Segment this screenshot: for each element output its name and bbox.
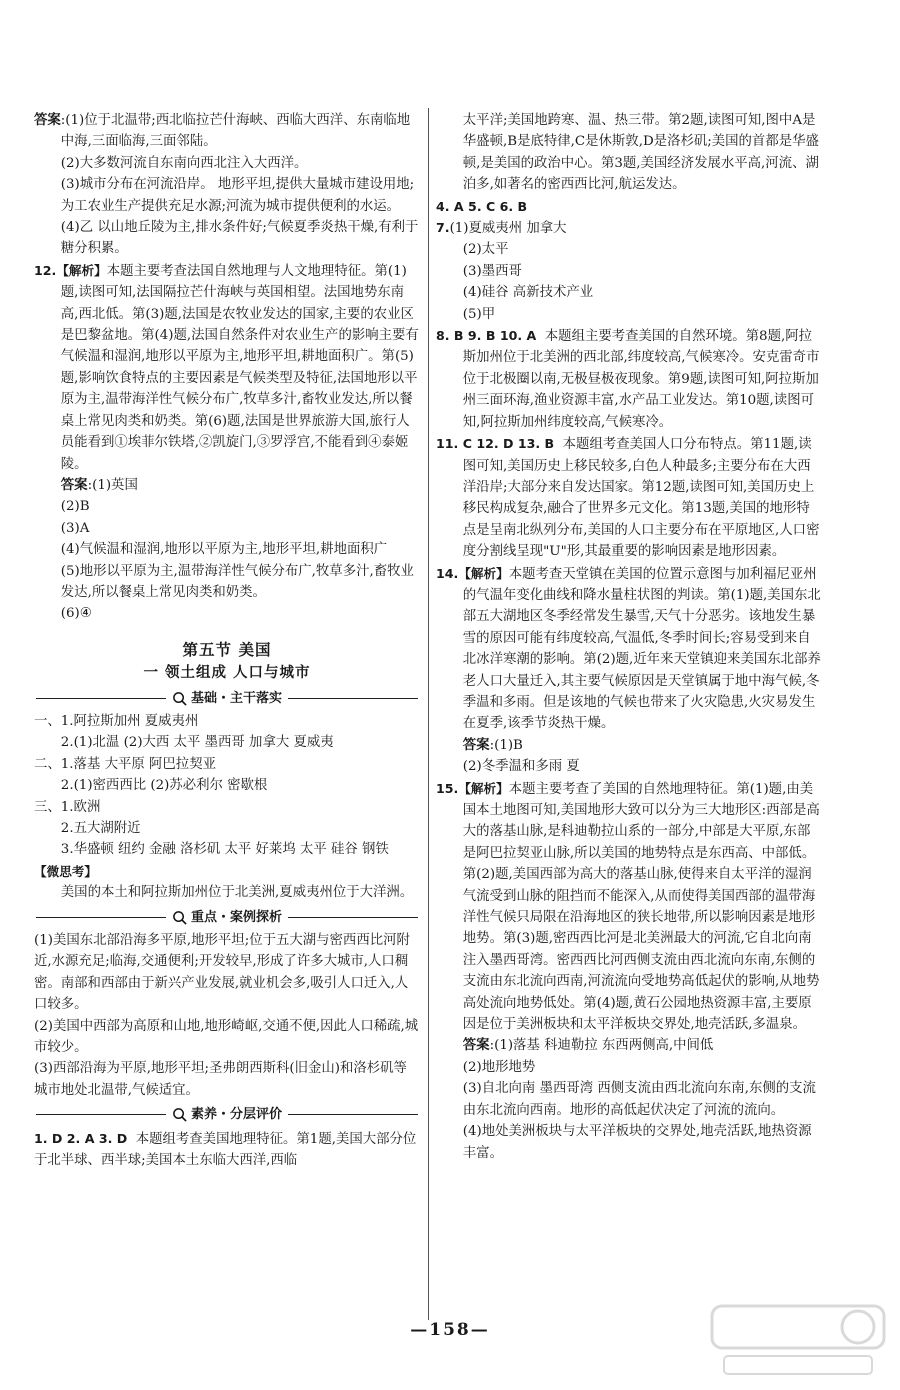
q12-answer-1: 答案:(1)英国 — [60, 476, 138, 493]
subsection-title: 一 领土组成 人口与城市 — [143, 664, 311, 682]
q12-answer-6: (6)④ — [60, 606, 92, 622]
bar-line-left — [36, 1114, 166, 1115]
q7-answer-5: (5)甲 — [462, 306, 496, 322]
section-bar-basics: 基础・主干落实 — [34, 688, 420, 709]
q11-answer-line2: (2)大多数河流自东南向西北注入大西洋。 — [60, 155, 308, 171]
q11-13-analysis: 11. C 12. D 13. B 本题组考查美国人口分布特点。第11题,读图可知,美国历史上移民较多,白色人种最多;主要分布在大西洋沿岸;大部分来自发达国家。第12题,读图可知,美国历史上移民构成复杂,融合了世界多元文化。第13题,美国的地形特点是呈南北纵列分布,美国的人口主要分布在平原地区,人口密度分割线呈现"U"形,其最重要的影响因素是地形因素。 — [436, 436, 820, 560]
case-paragraph-2: (2)美国中西部为高原和山地,地形崎岖,交通不便,因此人口稀疏,城市较少。 — [34, 1018, 419, 1056]
q12-answer-2: (2)B — [60, 499, 90, 515]
bar-line-left — [36, 698, 166, 699]
section-bar-cases: 重点・案例探析 — [34, 907, 420, 928]
q15-answer-2: (2)地形地势 — [462, 1059, 536, 1075]
bar-line-right — [288, 1114, 418, 1115]
basics-line2: 2.(1)北温 (2)大西 太平 墨西哥 加拿大 夏威夷 — [60, 735, 334, 751]
watermark-logo — [708, 1300, 888, 1380]
magnifier-icon — [172, 1107, 187, 1122]
bar-line-right — [288, 917, 418, 918]
basics-line3: 二、1.落基 大平原 阿巴拉契亚 — [34, 756, 216, 772]
section-bar-evaluation: 素养・分层评价 — [34, 1104, 420, 1125]
q15-answer-3: (3)自北向南 墨西哥湾 西侧支流由西北流向东南,东侧的支流由东北流向西南。地形的高低起伏决定了河流的流向。 — [462, 1081, 816, 1118]
case-paragraph-1: (1)美国东北部沿海多平原,地形平坦;位于五大湖与密西西比河附近,水源充足;临海,交通便利;开发较早,形成了许多大城市,人口稠密。南部和西部由于新兴产业发展,就业机会多,吸引人口迁入,人口较多。 — [34, 933, 410, 1013]
bar-line-right — [288, 698, 418, 699]
basics-line6: 2.五大湖附近 — [60, 821, 141, 836]
q7-answer-3: (3)墨西哥 — [462, 263, 522, 279]
micro-think-text: 美国的本土和阿拉斯加州位于北美洲,夏威夷州位于大洋洲。 — [60, 885, 414, 901]
q14-answer-2: (2)冬季温和多雨 夏 — [462, 759, 580, 775]
q12-answer-3: (3)A — [60, 520, 90, 536]
right-column — [436, 110, 822, 1164]
basics-line4: 2.(1)密西西比 (2)苏必利尔 密歇根 — [60, 778, 268, 794]
q4-6-answers: 4. A 5. C 6. B — [436, 198, 528, 214]
basics-line1: 一、1.阿拉斯加州 夏威夷州 — [34, 713, 199, 729]
q1-3-analysis: 1. D 2. A 3. D 本题组考查美国地理特征。第1题,美国大部分位于北半球、西半球;美国本土东临大西洋,西临 — [34, 1130, 417, 1169]
q15-answer-1: 答案:(1)落基 科迪勒拉 东西两侧高,中间低 — [462, 1037, 714, 1054]
q12-analysis: 12.【解析】本题主要考查法国自然地理与人文地理特征。第(1)题,读图可知,法国隔拉芒什海峡与英国相望。法国地势东南高,西北低。第(3)题,法国是农牧业发达的国家,主要的农业区是巴黎盆地。第(4)题,法国自然条件对农业生产的影响主要有气候温和湿润,地形以平原为主,地形平坦,耕地面积广。第(5)题,影响饮食特点的主要因素是气候类型及特征,法国地形以平原为主,温带海洋性气候分布广,牧草多汁,畜牧业发达,所以餐桌上常见肉类和奶类。第(6)题,法国是世界旅游大国,旅行人员能看到①埃菲尔铁塔,②凯旋门,③罗浮宫,不能看到④泰姬陵。 — [34, 262, 419, 472]
basics-line5: 三、1.欧洲 — [34, 799, 101, 815]
q14-answer-1: 答案:(1)B — [462, 736, 523, 753]
q1-3-continued: 太平洋;美国地跨寒、温、热三带。第2题,读图可知,图中A是华盛顿,B是底特律,C是休斯敦,D是洛杉矶;美国的首都是华盛顿,是美国的政治中心。第3题,美国经济发展水平高,河流、湖泊多,如著名的密西西比河,航运发达。 — [462, 113, 819, 193]
left-column — [34, 110, 420, 1172]
column-divider — [428, 108, 429, 1320]
q7-answer-2: (2)太平 — [462, 242, 509, 258]
q8-10-analysis: 8. B 9. B 10. A 本题组主要考查美国的自然环境。第8题,阿拉斯加州位于北美洲的西北部,纬度较高,气候寒冷。安克雷奇市位于北极圈以南,无极昼极夜现象。第9题,读图可知,阿拉斯加州三面环海,渔业资源丰富,水产品工业发达。第10题,读图可知,阿拉斯加州纬度较高,气候寒冷。 — [436, 328, 820, 430]
case-paragraph-3: (3)西部沿海为平原,地形平坦;圣弗朗西斯科(旧金山)和洛杉矶等城市地处北温带,气候适宜。 — [34, 1061, 407, 1098]
bar-line-left — [36, 917, 166, 918]
q14-analysis: 14.【解析】本题考查天堂镇在美国的位置示意图与加利福尼亚州的气温年变化曲线和降水量柱状图的判读。第(1)题,美国东北部五大湖地区冬季经常发生暴雪,天气十分恶劣。该地发生暴雪的原因可能有纬度较高,气温低,冬季时间长;容易受到来自北冰洋寒潮的影响。第(2)题,近年来天堂镇迎来美国东北部养老人口大量迁入,其主要气候原因是天堂镇属于地中海气候,冬季温和多雨。但是该地的气候也带来了火灾隐患,火灾易发生在夏季,该季节炎热干燥。 — [436, 565, 821, 732]
q11-answer-line3: (3)城市分布在河流沿岸。 地形平坦,提供大量城市建设用地;为工农业生产提供充足水源;河流为城市提供便利的水运。 — [60, 177, 415, 214]
section-title: 第五节 美国 — [182, 639, 272, 659]
magnifier-icon — [172, 910, 187, 925]
q15-answer-4: (4)地处美洲板块与太平洋板块的交界处,地壳活跃,地热资源丰富。 — [462, 1124, 812, 1161]
basics-line7: 3.华盛顿 纽约 金融 洛杉矶 太平 好莱坞 太平 硅谷 钢铁 — [60, 842, 389, 858]
q15-analysis: 15.【解析】本题主要考查了美国的自然地理特征。第(1)题,由美国本土地图可知,美国地形大致可以分为三大地形区:西部是高大的落基山脉,是科迪勒拉山系的一部分,中部是大平原,东部是阿巴拉契亚山脉,所以美国的地势特点是东西高、中部低。第(2)题,美国西部为高大的落基山脉,使得来自太平洋的湿润气流受到山脉的阻挡而不能深入,从而使得美国西部的温带海洋性气候只局限在沿海地区的狭长地带,所以影响因素是地形地势。第(3)题,密西西比河是北美洲最大的河流,它自北向南注入墨西哥湾。密西西比河西侧支流由西北流向东南,东侧的支流由东北流向西南,河流流向受地势高低起伏的影响,从地势高处流向地势低处。第(4)题,黄石公园地热资源丰富,主要原因是位于美洲板块和太平洋板块交界处,地壳活跃,多温泉。 — [436, 780, 820, 1033]
q12-answer-4: (4)气候温和湿润,地形以平原为主,地形平坦,耕地面积广 — [60, 542, 388, 558]
q7-answer-1: 7.(1)夏威夷州 加拿大 — [436, 220, 567, 237]
page-number: —158— — [410, 1320, 490, 1340]
magnifier-icon — [172, 691, 187, 706]
micro-think-label: 【微思考】 — [34, 863, 97, 879]
q11-answer-line1: 答案:(1)位于北温带;西北临拉芒什海峡、西临大西洋、东南临地中海,三面临海,三面邻陆。 — [34, 112, 411, 150]
q11-answer-line4: (4)乙 以山地丘陵为主,排水条件好;气候夏季炎热干燥,有利于糖分积累。 — [60, 220, 419, 257]
q12-answer-5: (5)地形以平原为主,温带海洋性气候分布广,牧草多汁,畜牧业发达,所以餐桌上常见肉类和奶类。 — [60, 563, 414, 600]
q7-answer-4: (4)硅谷 高新技术产业 — [462, 285, 594, 301]
